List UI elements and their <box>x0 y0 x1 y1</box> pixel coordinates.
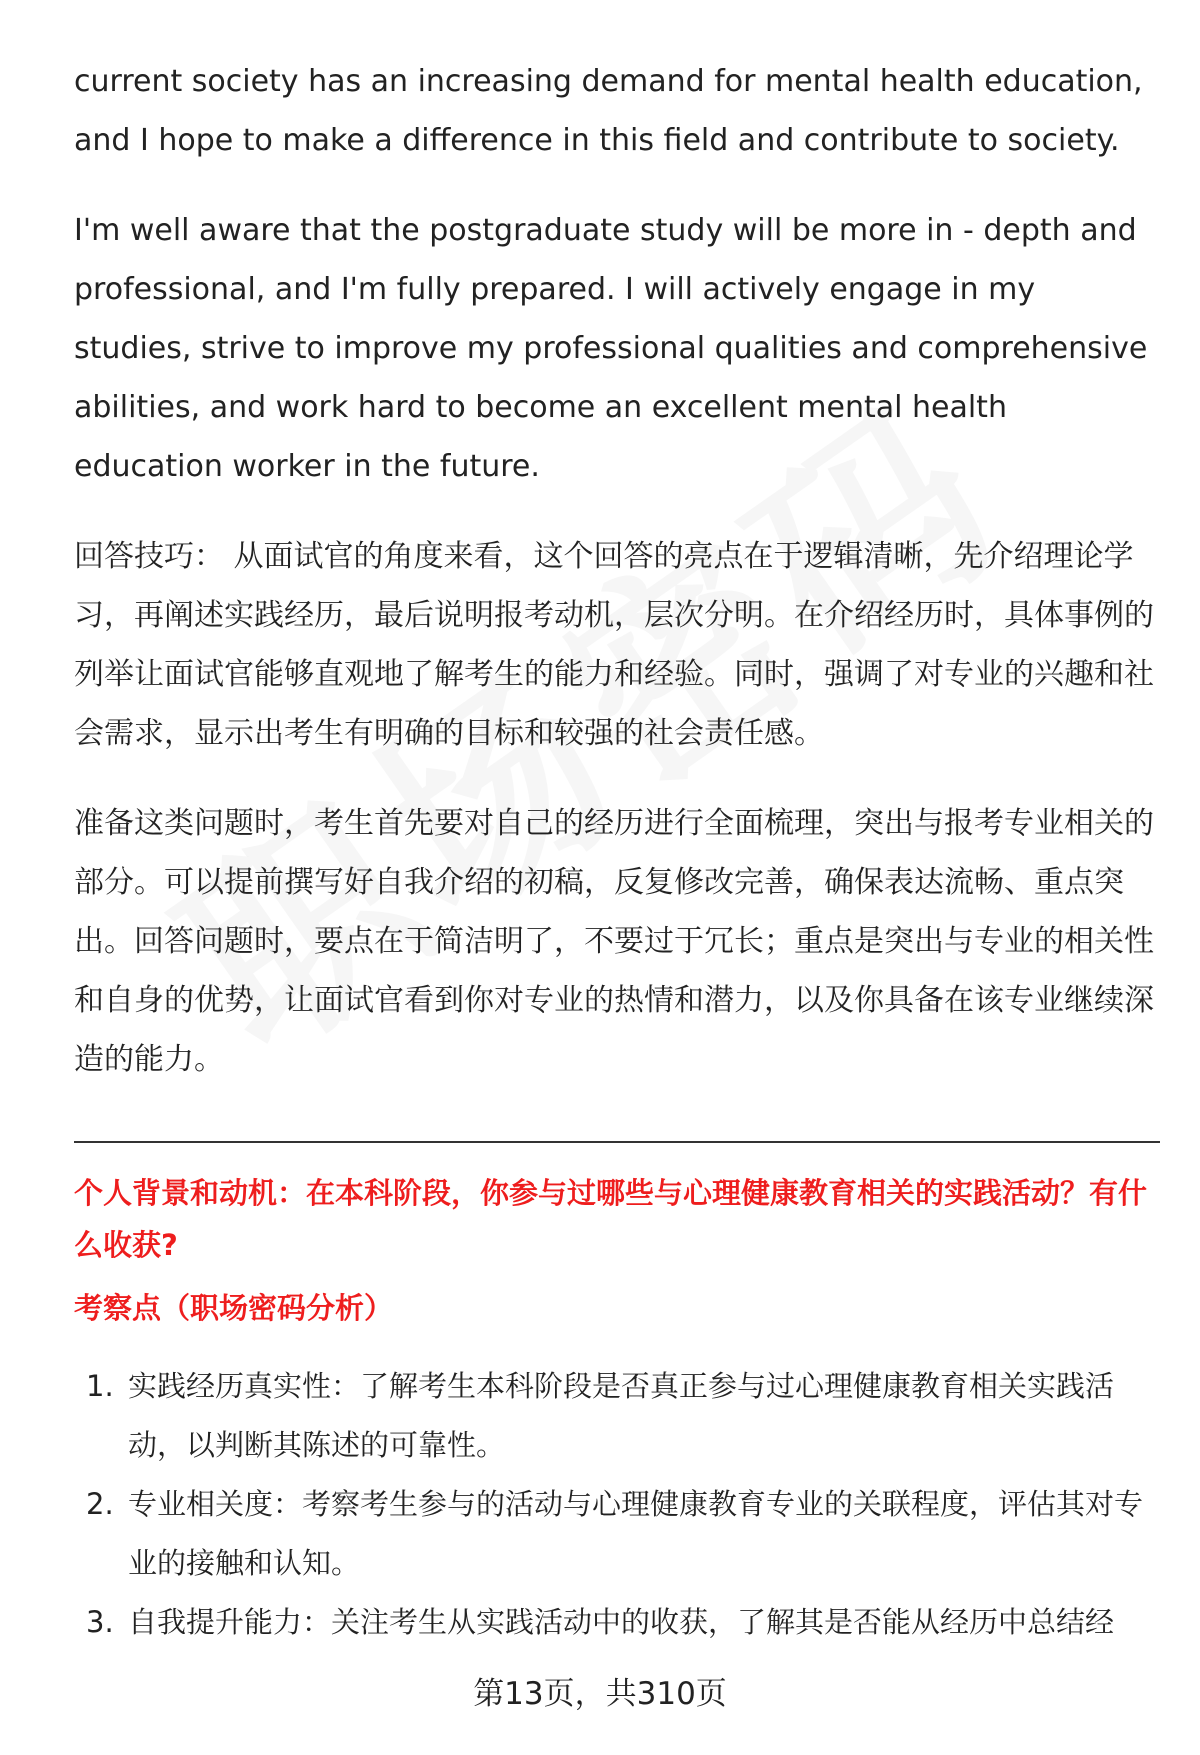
paragraph-answer-prepared: I'm well aware that the postgraduate study will be more in - depth and professional, and I'm fully prepared. I will actively engage in my studies, strive to improve my professional qualities and comprehensive abilities, and work hard to become an excellent mental health education worker in the future. <box>74 213 1148 484</box>
list-item-text: 专业相关度：考察考生参与的活动与心理健康教育专业的关联程度，评估其对专业的接触和认知。 <box>128 1487 1144 1580</box>
list-item-number: 3. <box>86 1605 114 1639</box>
paragraph-answer-end: current society has an increasing demand for mental health education, and I hope to make a difference in this field and contribute to society. <box>74 64 1143 158</box>
document-body <box>74 52 1160 1120</box>
question-title: 个人背景和动机：在本科阶段，你参与过哪些与心理健康教育相关的实践活动？有什么收获? <box>74 1176 1148 1262</box>
list-item <box>74 1475 1160 1593</box>
list-item-text: 自我提升能力：关注考生从实践活动中的收获，了解其是否能从经历中总结经 <box>128 1605 1115 1639</box>
list-item <box>74 1593 1160 1652</box>
page-number: 第13页，共310页 <box>473 1676 727 1712</box>
list-item-text: 实践经历真实性：了解考生本科阶段是否真正参与过心理健康教育相关实践活动，以判断其陈述的可靠性。 <box>128 1369 1115 1462</box>
section-title: 考察点（职场密码分析） <box>74 1291 394 1325</box>
section-divider <box>74 1141 1160 1143</box>
list-item <box>74 1357 1160 1475</box>
paragraph-preparation: 准备这类问题时，考生首先要对自己的经历进行全面梳理，突出与报考专业相关的部分。可以提前撰写好自我介绍的初稿，反复修改完善，确保表达流畅、重点突出。回答问题时，要点在于简洁明了，不要过于冗长；重点是突出与专业的相关性和自身的优势，让面试官看到你对专业的热情和潜力，以及你具备在该专业继续深造的能力。 <box>74 806 1154 1077</box>
list-item-number: 2. <box>86 1487 114 1521</box>
list-item-number: 1. <box>86 1369 114 1403</box>
assessment-points-list <box>74 1357 1160 1652</box>
paragraph-answer-tips: 回答技巧： 从面试官的角度来看，这个回答的亮点在于逻辑清晰，先介绍理论学习，再阐述实践经历，最后说明报考动机，层次分明。在介绍经历时，具体事例的列举让面试官能够直观地了解考生的能力和经验。同时，强调了对专业的兴趣和社会需求，显示出考生有明确的目标和较强的社会责任感。 <box>74 539 1154 751</box>
